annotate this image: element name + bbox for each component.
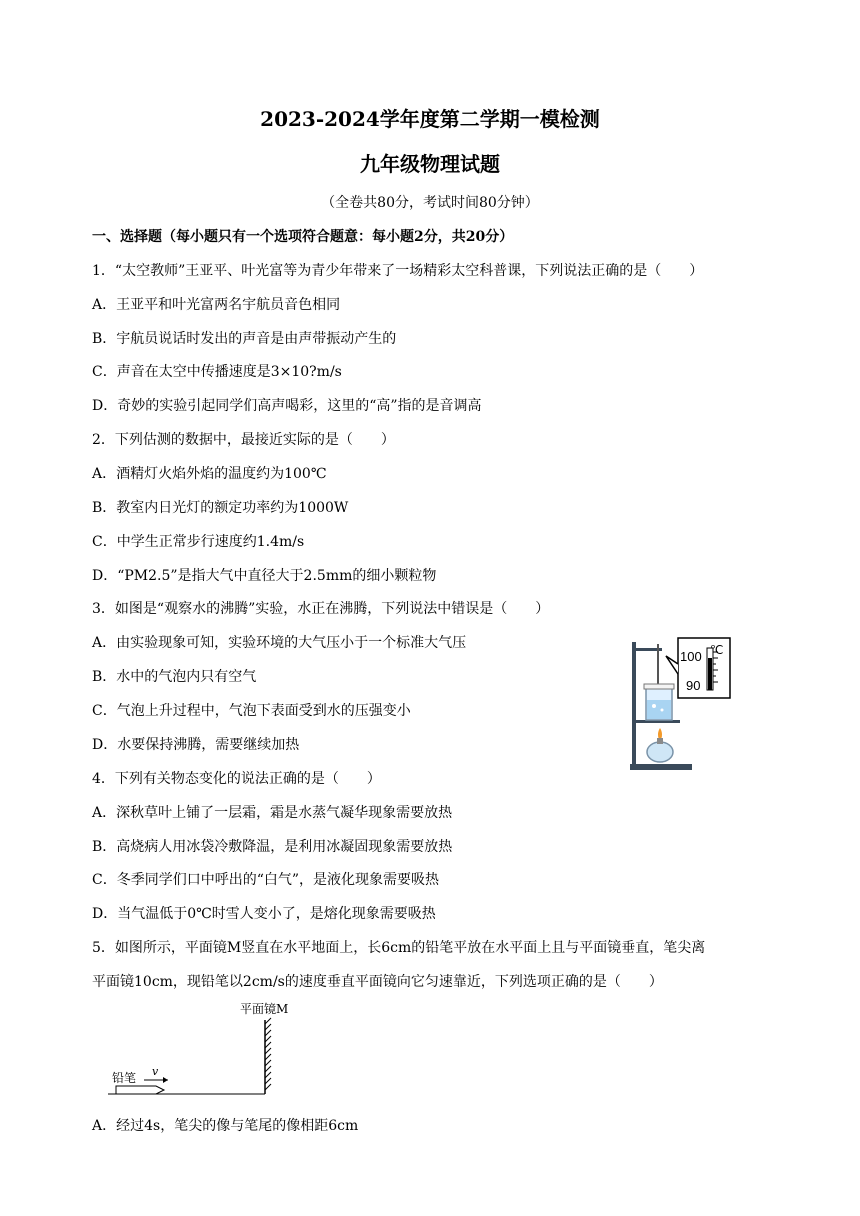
q2-option-d: D．“PM2.5”是指大气中直径大于2.5mm的细小颗粒物 (92, 568, 437, 584)
q1-option-a: A．王亚平和叶光富两名宇航员音色相同 (92, 297, 341, 313)
q4-stem: 4．下列有关物态变化的说法正确的是（ ） (92, 771, 381, 787)
temp-100-label: 100 (680, 649, 702, 664)
q2-option-c: C．中学生正常步行速度约1.4m/s (92, 534, 305, 550)
beaker-lid (644, 684, 674, 689)
q1-option-d: D．奇妙的实验引起同学们高声喝彩，这里的“高”指的是音调高 (92, 398, 482, 414)
q1-stem: 1．“太空教师”王亚平、叶光富等为青少年带来了一场精彩太空科普课，下列说法正确的是（ ） (92, 263, 704, 279)
q1-option-c: C．声音在太空中传播速度是3×10?m/s (92, 364, 342, 380)
q2-option-a: A．酒精灯火焰外焰的温度约为100℃ (92, 466, 327, 482)
q5-stem-line2: 平面镜10cm，现铅笔以2cm/s的速度垂直平面镜向它匀速靠近，下列选项正确的是（ ） (92, 974, 663, 990)
q3-option-a: A．由实验现象可知，实验环境的大气压小于一个标准大气压 (92, 635, 467, 651)
q4-option-a: A．深秋草叶上铺了一层霜，霜是水蒸气凝华现象需要放热 (92, 805, 453, 821)
stand-pole (632, 642, 636, 766)
q4-option-c: C．冬季同学们口中呼出的“白气”，是液化现象需要吸热 (92, 872, 440, 888)
exam-subtitle: 九年级物理试题 (360, 152, 500, 176)
mirror-pencil-figure (108, 1000, 308, 1098)
q3-option-d: D．水要保持沸腾，需要继续加热 (92, 737, 300, 753)
boiling-water-figure (628, 634, 732, 772)
alcohol-lamp (647, 742, 673, 762)
q5-stem-line1: 5．如图所示，平面镜M竖直在水平地面上，长6cm的铅笔平放在水平面上且与平面镜垂直，笔尖离 (92, 940, 706, 956)
temp-unit-label: ℃ (710, 643, 724, 657)
exam-title: 2023-2024学年度第二学期一模检测 (260, 107, 600, 131)
q3-option-c: C．气泡上升过程中，气泡下表面受到水的压强变小 (92, 703, 411, 719)
pencil (116, 1086, 164, 1094)
q3-option-b: B．水中的气泡内只有空气 (92, 669, 257, 685)
q5-option-a: A．经过4s，笔尖的像与笔尾的像相距6cm (92, 1118, 359, 1134)
velocity-label: v (152, 1065, 159, 1078)
q2-option-b: B．教室内日光灯的额定功率约为1000W (92, 500, 349, 516)
pencil-label: 铅笔 (112, 1071, 137, 1085)
temp-90-label: 90 (686, 678, 701, 693)
mirror-hatching (265, 1018, 271, 1090)
mirror-label: 平面镜M (240, 1002, 289, 1016)
stand-base (630, 764, 692, 770)
q3-stem: 3．如图是“观察水的沸腾”实验，水正在沸腾，下列说法中错误是（ ） (92, 601, 550, 617)
q2-stem: 2．下列估测的数据中，最接近实际的是（ ） (92, 432, 395, 448)
q1-option-b: B．宇航员说话时发出的声音是由声带振动产生的 (92, 331, 397, 347)
q4-option-b: B．高烧病人用冰袋冷敷降温，是利用冰凝固现象需要放热 (92, 839, 453, 855)
water (647, 700, 671, 719)
section-heading: 一、选择题（每小题只有一个选项符合题意：每小题2分，共20分） (92, 229, 514, 245)
exam-note: （全卷共80分，考试时间80分钟） (321, 195, 539, 211)
q4-option-d: D．当气温低于0℃时雪人变小了，是熔化现象需要吸热 (92, 906, 436, 922)
